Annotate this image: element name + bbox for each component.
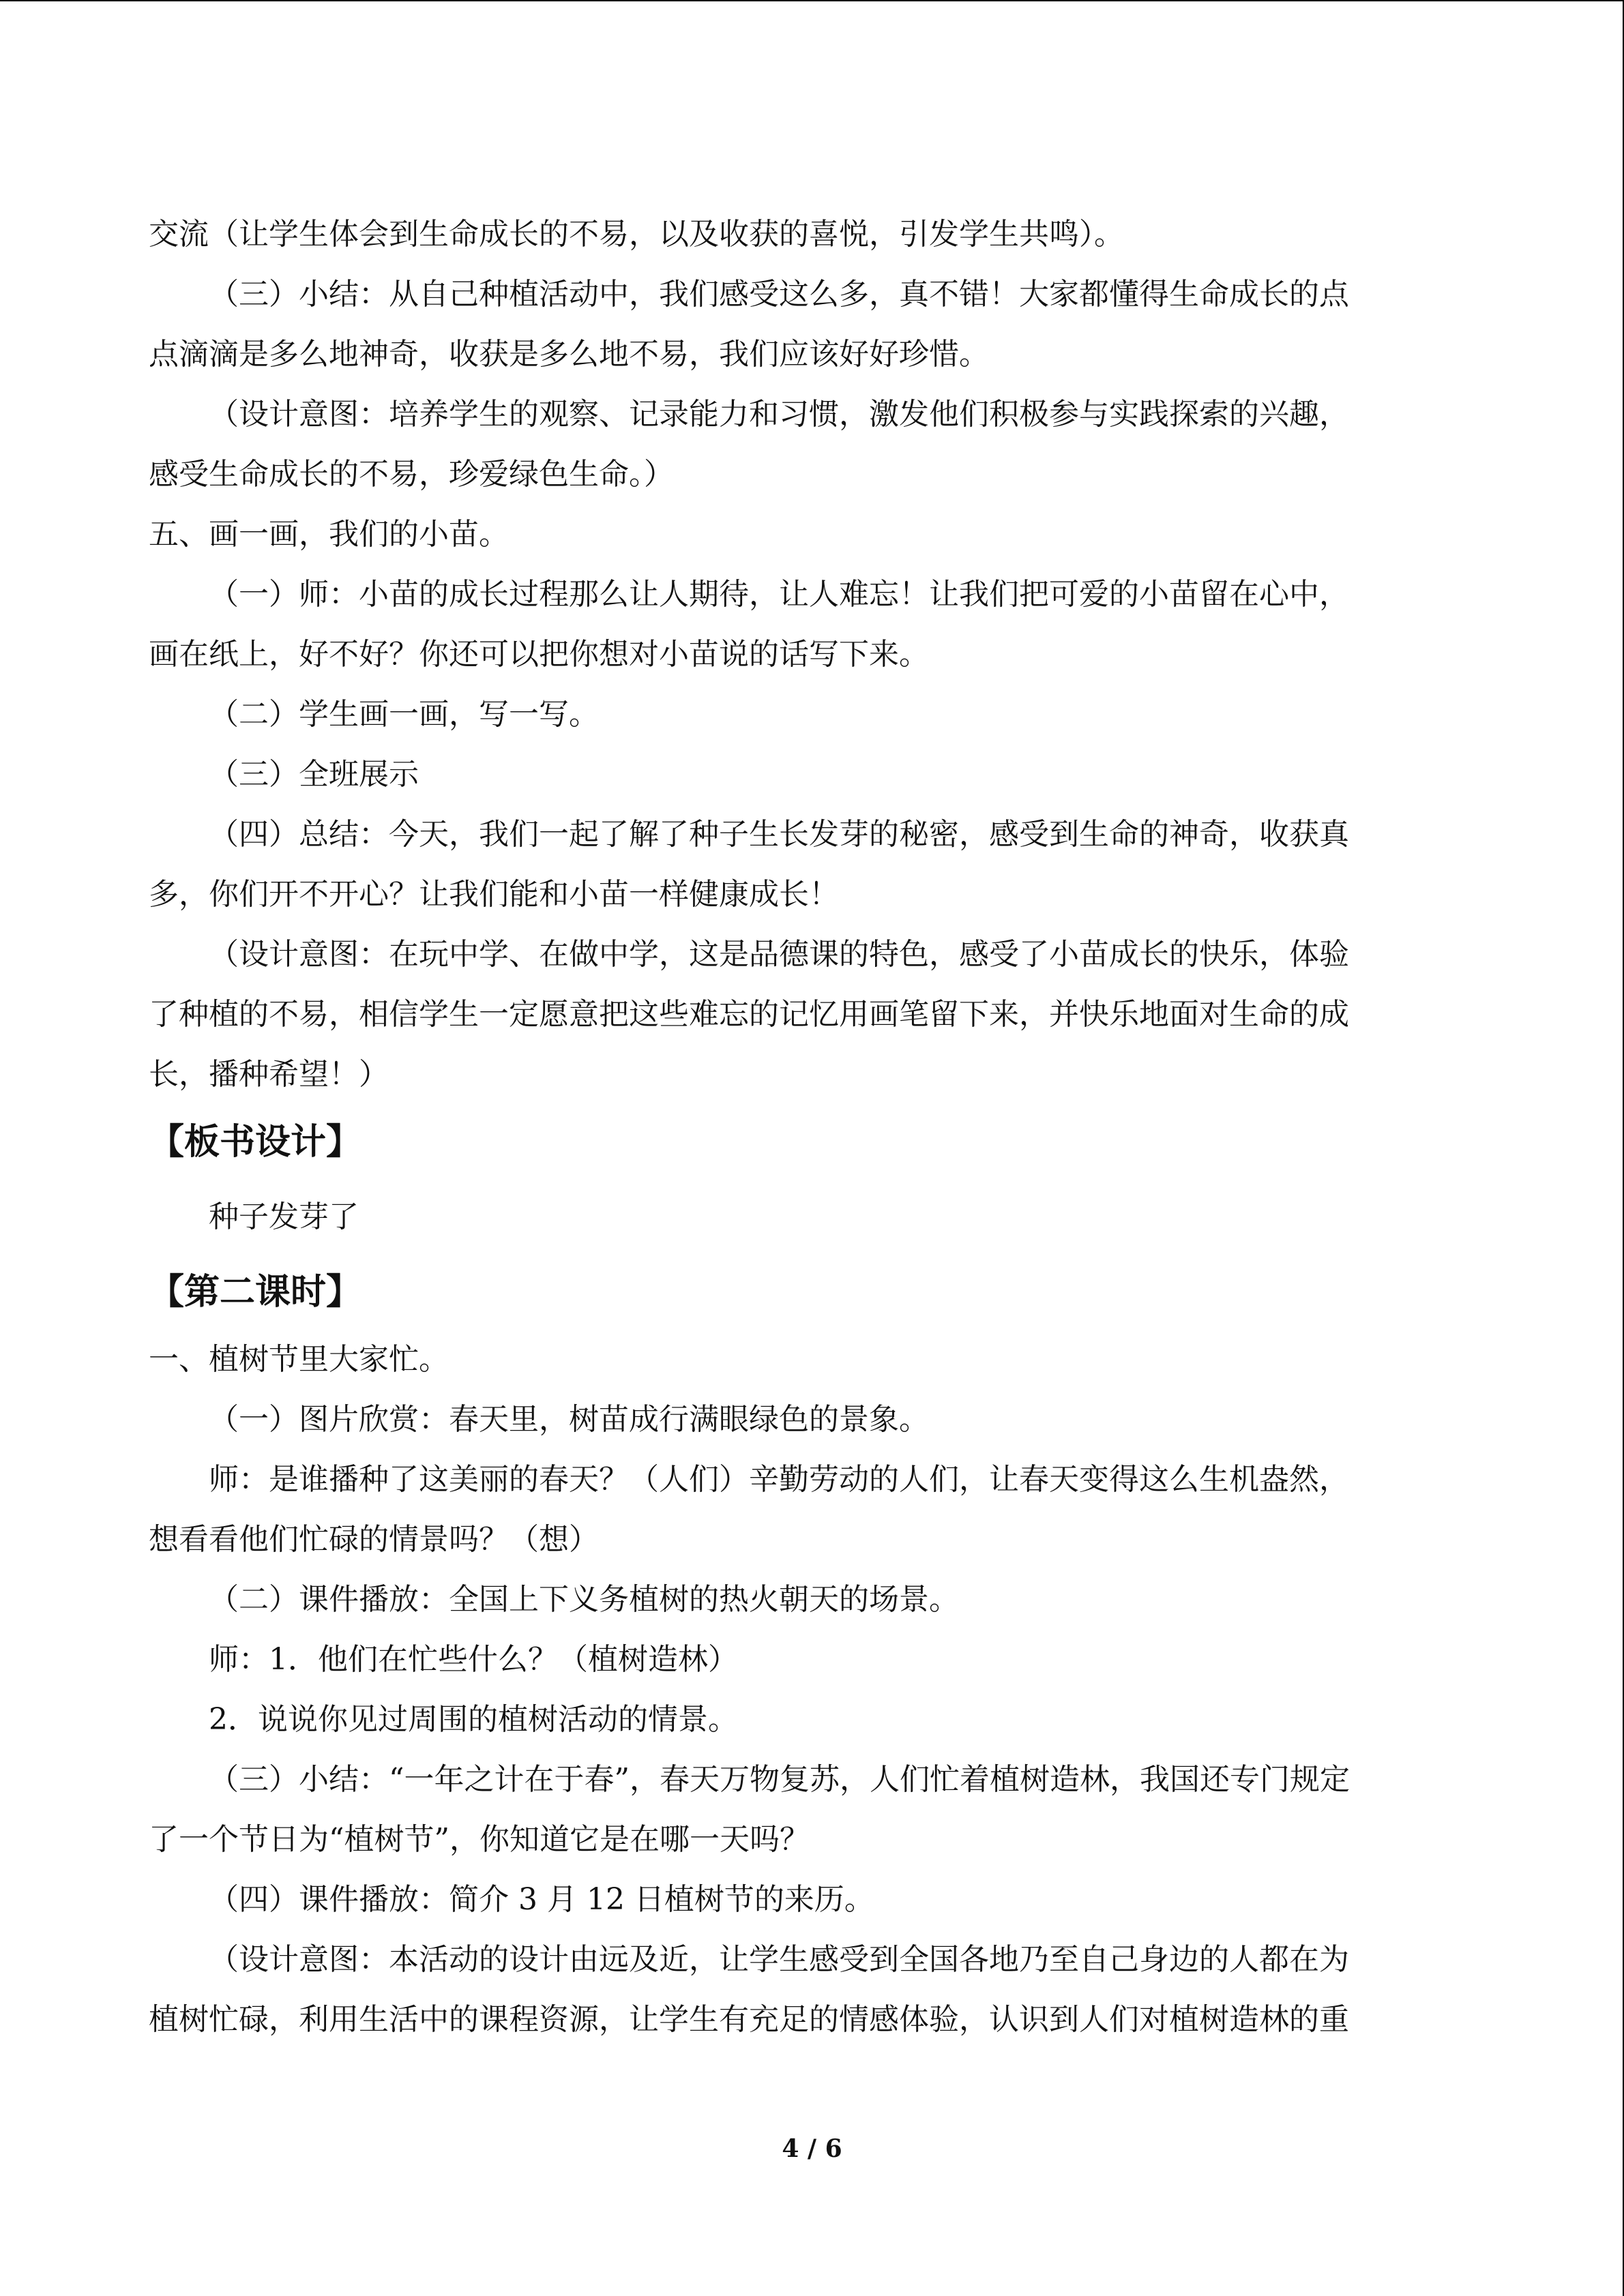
body-line: （设计意图：本活动的设计由远及近，让学生感受到全国各地乃至自己身边的人都在为 — [209, 1942, 1349, 1977]
body-line: 画在纸上，好不好？你还可以把你想对小苗说的话写下来。 — [149, 637, 929, 672]
body-line: 了种植的不易，相信学生一定愿意把这些难忘的记忆用画笔留下来，并快乐地面对生命的成 — [149, 997, 1349, 1032]
lesson-two-heading: 【第二课时】 — [149, 1272, 362, 1313]
body-line: （四）总结：今天，我们一起了解了种子生长发芽的秘密，感受到生命的神奇，收获真 — [209, 817, 1349, 852]
body-line: 长，播种希望！） — [149, 1057, 389, 1092]
board-design-item: 种子发芽了 — [209, 1199, 359, 1234]
body-line: （三）小结：从自己种植活动中，我们感受这么多，真不错！大家都懂得生命成长的点 — [209, 277, 1349, 312]
body-line: （一）图片欣赏：春天里，树苗成行满眼绿色的景象。 — [209, 1402, 929, 1437]
document-body — [149, 205, 1476, 2050]
body-line: 师：是谁播种了这美丽的春天？（人们）辛勤劳动的人们，让春天变得这么生机盎然， — [209, 1462, 1349, 1497]
body-line: 多，你们开不开心？让我们能和小苗一样健康成长！ — [149, 877, 839, 912]
body-line: 植树忙碌，利用生活中的课程资源，让学生有充足的情感体验，认识到人们对植树造林的重 — [149, 2002, 1349, 2037]
body-line: （二）学生画一画，写一写。 — [209, 697, 599, 732]
body-line: （四）课件播放：简介 3 月 12 日植树节的来历。 — [209, 1882, 874, 1917]
body-line: （一）师：小苗的成长过程那么让人期待，让人难忘！让我们把可爱的小苗留在心中， — [209, 577, 1349, 612]
body-line: 了一个节日为“植树节”，你知道它是在哪一天吗？ — [149, 1822, 810, 1857]
body-line: （设计意图：培养学生的观察、记录能力和习惯，激发他们积极参与实践探索的兴趣， — [209, 397, 1349, 432]
board-design-heading: 【板书设计】 — [149, 1122, 362, 1163]
body-line: （二）课件播放：全国上下义务植树的热火朝天的场景。 — [209, 1582, 959, 1617]
body-line: （三）全班展示 — [209, 757, 419, 792]
body-line: 师：1．他们在忙些什么？（植树造林） — [209, 1642, 738, 1677]
body-line: 想看看他们忙碌的情景吗？（想） — [149, 1522, 599, 1557]
body-line: 点滴滴是多么地神奇，收获是多么地不易，我们应该好好珍惜。 — [149, 337, 989, 372]
section-title: 一、植树节里大家忙。 — [149, 1342, 449, 1377]
body-line: 感受生命成长的不易，珍爱绿色生命。） — [149, 457, 674, 492]
body-line: （设计意图：在玩中学、在做中学，这是品德课的特色，感受了小苗成长的快乐，体验 — [209, 937, 1349, 972]
page-number: 4 / 6 — [782, 2134, 842, 2163]
section-title: 五、画一画，我们的小苗。 — [149, 517, 509, 552]
body-line: 交流（让学生体会到生命成长的不易，以及收获的喜悦，引发学生共鸣）。 — [149, 217, 1124, 252]
body-line: 2．说说你见过周围的植树活动的情景。 — [209, 1702, 738, 1737]
body-line: （三）小结：“一年之计在于春”，春天万物复苏，人们忙着植树造林，我国还专门规定 — [209, 1762, 1350, 1797]
